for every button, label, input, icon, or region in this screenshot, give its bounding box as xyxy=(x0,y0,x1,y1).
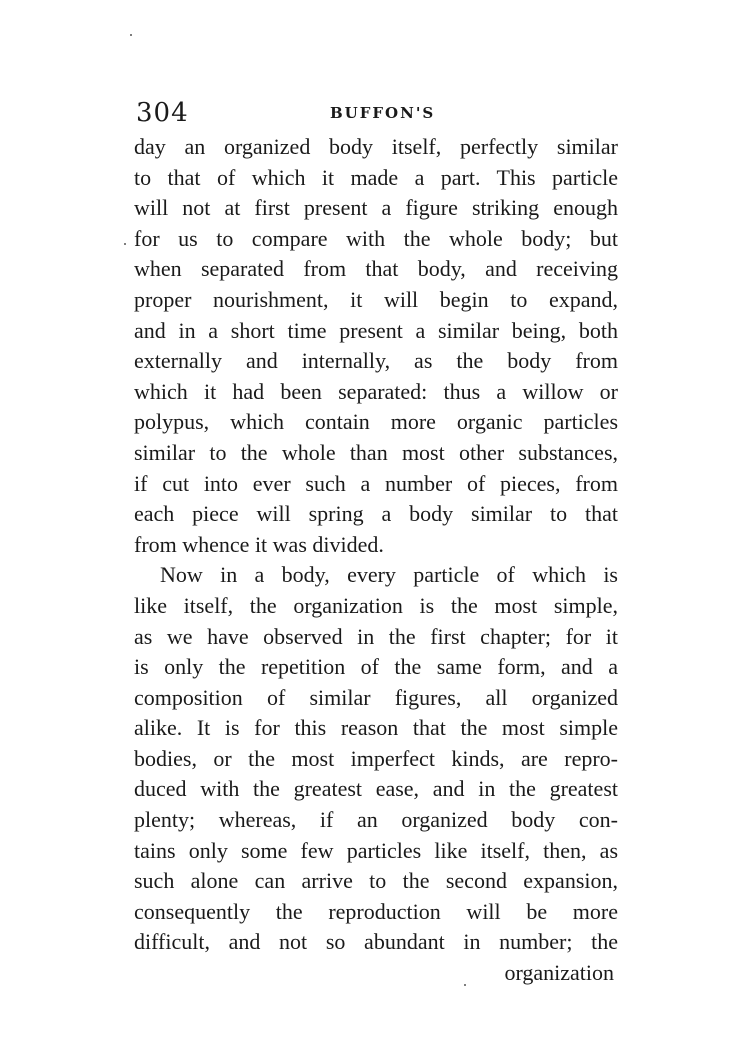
text-line: tains only some few particles like itself, then, as xyxy=(134,837,618,863)
text-line: consequently the reproduction will be more xyxy=(134,898,618,924)
text-line: from whence it was divided. xyxy=(134,531,384,557)
text-line: externally and internally, as the body from xyxy=(134,348,618,374)
text-line: if cut into ever such a number of pieces, from xyxy=(134,470,618,496)
text-line: day an organized body itself, perfectly similar xyxy=(134,134,618,159)
text-line: alike. It is for this reason that the most simple xyxy=(134,715,618,741)
text-line: will not at first present a figure striking enough xyxy=(134,195,618,221)
ink-speck xyxy=(464,984,466,986)
text-line: and in a short time present a similar being, both xyxy=(134,317,618,343)
ink-speck xyxy=(130,34,132,36)
text-line: which it had been separated: thus a willow or xyxy=(134,378,618,404)
body-text xyxy=(134,132,618,989)
page-number: 304 xyxy=(136,98,189,128)
text-line: is only the repetition of the same form, and a xyxy=(134,654,618,680)
text-line: duced with the greatest ease, and in the greatest xyxy=(134,776,618,802)
text-line: bodies, or the most imperfect kinds, are repro- xyxy=(134,745,618,771)
text-line: proper nourishment, it will begin to expand, xyxy=(134,286,618,312)
ink-speck xyxy=(124,243,126,245)
text-line: each piece will spring a body similar to that xyxy=(134,501,618,527)
text-line: plenty; whereas, if an organized body con- xyxy=(134,807,618,833)
text-line: as we have observed in the first chapter; for it xyxy=(134,623,618,649)
running-head: BUFFON'S xyxy=(330,104,436,122)
catchword: organization xyxy=(504,960,614,986)
text-line: difficult, and not so abundant in number; the xyxy=(134,929,618,955)
text-line: polypus, which contain more organic particles xyxy=(134,409,618,435)
text-line: like itself, the organization is the most simple, xyxy=(134,592,618,618)
text-line: similar to the whole than most other substances, xyxy=(134,439,618,465)
text-line: such alone can arrive to the second expansion, xyxy=(134,868,618,894)
text-line: Now in a body, every particle of which is xyxy=(160,562,618,588)
text-line: to that of which it made a part. This particle xyxy=(134,164,618,190)
text-line: for us to compare with the whole body; but xyxy=(134,225,618,251)
text-line: composition of similar figures, all organized xyxy=(134,684,618,710)
text-line: when separated from that body, and receiving xyxy=(134,256,618,282)
